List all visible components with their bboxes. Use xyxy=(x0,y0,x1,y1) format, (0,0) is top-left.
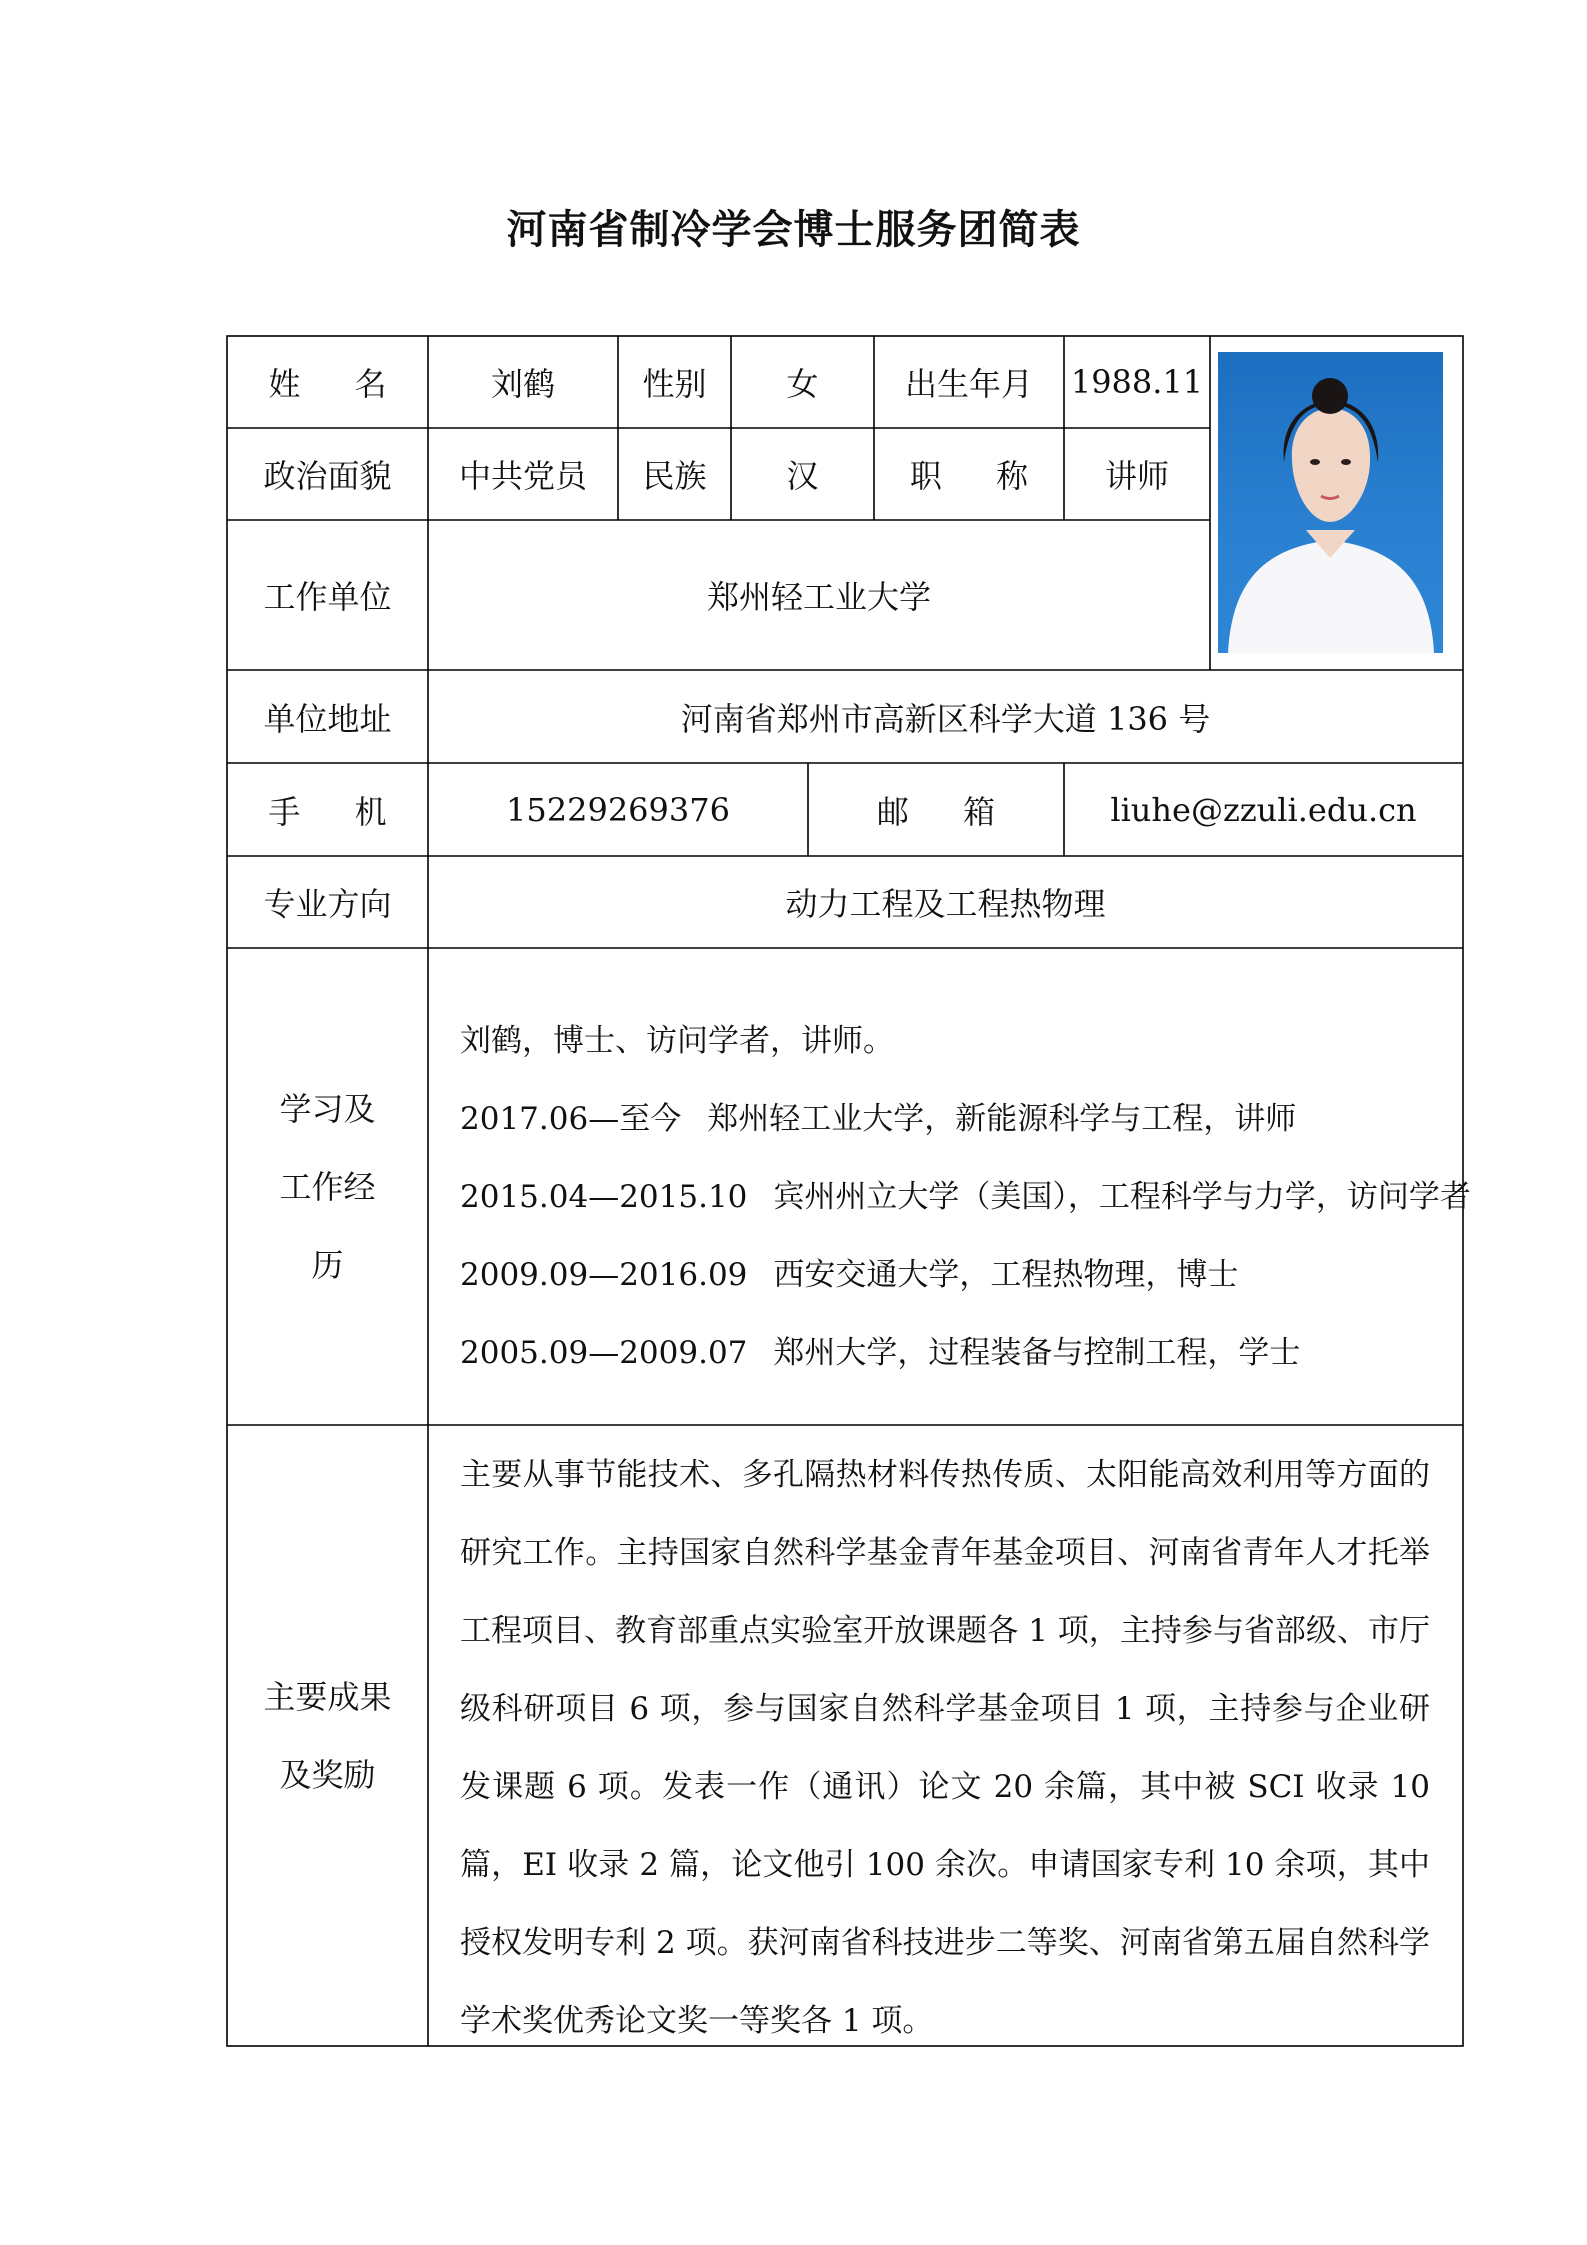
label-gender: 性别 xyxy=(642,365,707,403)
value-gender: 女 xyxy=(786,365,819,403)
experience-entry xyxy=(460,1158,1471,1236)
value-email: liuhe@zzuli.edu.cn xyxy=(1110,790,1417,829)
value-ethnicity: 汉 xyxy=(786,457,819,495)
label-birth: 出生年月 xyxy=(904,365,1033,403)
label-achievements: 主要成果及奖励 xyxy=(263,1677,392,1794)
experience-entry xyxy=(460,1314,1430,1392)
achievements-text: 主要从事节能技术、多孔隔热材料传热传质、太阳能高效利用等方面的研究工作。主持国家自然科学基金青年基金项目、河南省青年人才托举工程项目、教育部重点实验室开放课题各 1 项，主持参与省部级、市厅级科研项目 6 项，参与国家自然科学基金项目 1 项，主持参与企业研发课题 6 项。发表一作（通讯）论文 20 余篇，其中被 SCI 收录 10 篇，EI 收录 2 篇，论文他引 100 余次。申请国家专利 10 余项，其中授权发明专利 2 项。获河南省科技进步二等奖、河南省第五届自然科学学术奖优秀论文奖一等奖各 1 项。 xyxy=(460,1457,1430,2039)
experience-section xyxy=(444,1002,1471,1392)
value-politics: 中共党员 xyxy=(458,457,587,495)
experience-detail: 西安交通大学，工程热物理，博士 xyxy=(773,1257,1239,1293)
experience-detail: 宾州州立大学（美国），工程科学与力学，访问学者 xyxy=(773,1179,1471,1215)
experience-period: 2009.09—2016.09 xyxy=(460,1257,748,1293)
experience-entry xyxy=(460,1236,1430,1314)
portrait-icon xyxy=(1218,352,1443,653)
label-name: 姓 名 xyxy=(268,365,409,403)
portrait-photo xyxy=(1218,352,1443,653)
experience-detail: 郑州轻工业大学，新能源科学与工程，讲师 xyxy=(707,1101,1297,1137)
experience-entry xyxy=(460,1080,1430,1158)
value-rank: 讲师 xyxy=(1104,457,1169,495)
value-name: 刘鹤 xyxy=(490,365,555,403)
label-major: 专业方向 xyxy=(263,885,392,923)
experience-period: 2017.06—至今 xyxy=(460,1101,682,1137)
value-birth: 1988.11 xyxy=(1070,363,1204,401)
label-rank: 职 称 xyxy=(909,457,1051,495)
experience-period: 2005.09—2009.07 xyxy=(460,1335,748,1371)
label-address: 单位地址 xyxy=(263,699,392,738)
page-title: 河南省制冷学会博士服务团简表 xyxy=(506,207,1081,253)
experience-intro: 刘鹤，博士、访问学者，讲师。 xyxy=(460,1023,894,1059)
label-ethnicity: 民族 xyxy=(642,457,707,495)
experience-period: 2015.04—2015.10 xyxy=(460,1179,748,1215)
label-experience: 学习及工作经历 xyxy=(279,1089,376,1284)
label-mobile: 手 机 xyxy=(268,792,409,831)
value-major: 动力工程及工程热物理 xyxy=(785,885,1106,923)
experience-detail: 郑州大学，过程装备与控制工程，学士 xyxy=(773,1335,1301,1371)
label-employer: 工作单位 xyxy=(263,578,392,616)
value-address: 河南省郑州市高新区科学大道 136 号 xyxy=(680,699,1211,738)
value-mobile: 15229269376 xyxy=(506,790,730,829)
label-politics: 政治面貌 xyxy=(263,457,392,495)
value-employer: 郑州轻工业大学 xyxy=(706,578,931,616)
label-email: 邮 箱 xyxy=(876,792,1018,831)
